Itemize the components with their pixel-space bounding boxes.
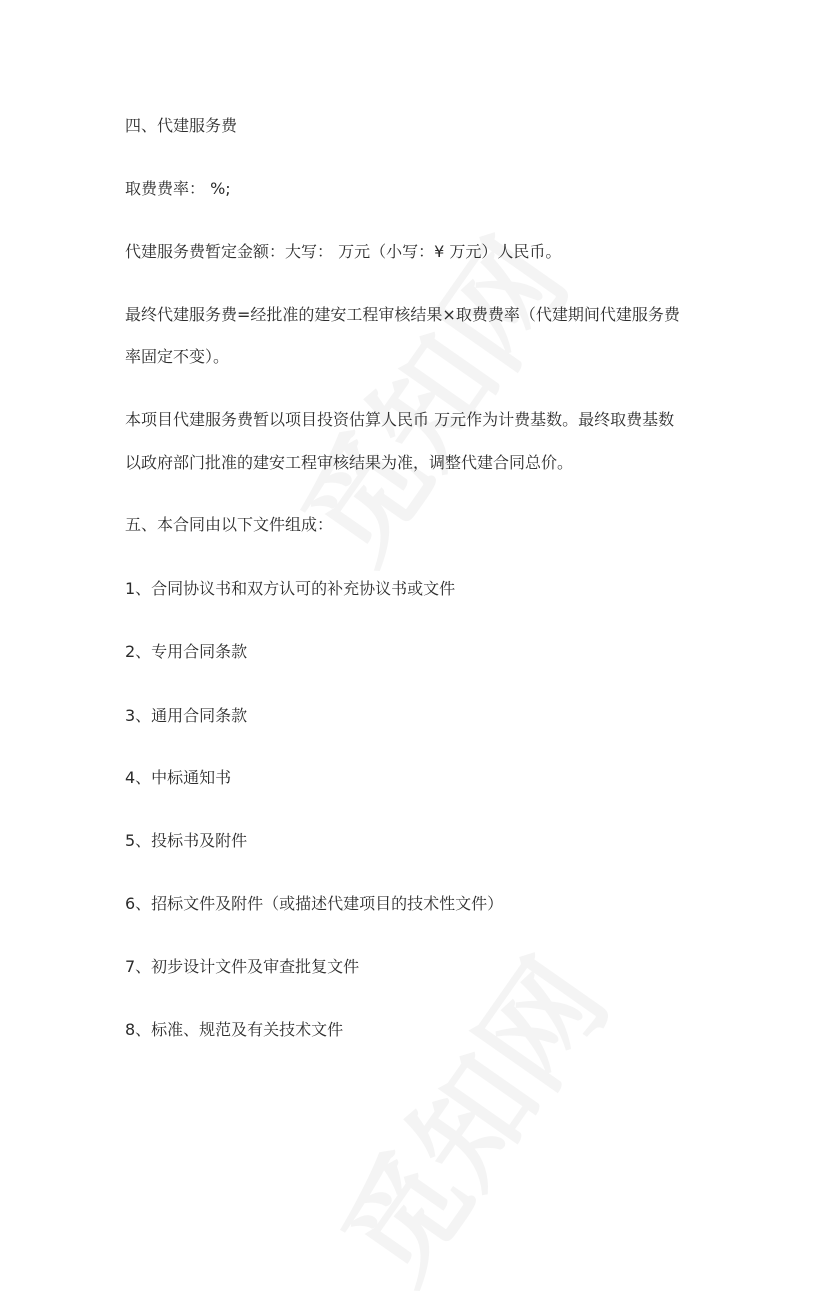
final-fee-line-2: 率固定不变）。 (125, 347, 230, 366)
document-list-item-2: 2、专用合同条款 (125, 642, 248, 661)
section-heading-fee: 四、代建服务费 (125, 116, 238, 135)
document-list-item-1: 1、合同协议书和双方认可的补充协议书或文件 (125, 579, 456, 598)
section-heading-documents: 五、本合同由以下文件组成： (125, 515, 334, 534)
document-list-item-6: 6、招标文件及附件（或描述代建项目的技术性文件） (125, 894, 504, 913)
fee-basis-line-1: 本项目代建服务费暂以项目投资估算人民币 万元作为计费基数。最终取费基数 (125, 410, 675, 429)
fee-basis-line-2: 以政府部门批准的建安工程审核结果为准，调整代建合同总价。 (125, 453, 574, 472)
fee-rate-line: 取费费率： %; (125, 179, 231, 198)
document-list-item-7: 7、初步设计文件及审查批复文件 (125, 957, 360, 976)
document-list-item-5: 5、投标书及附件 (125, 831, 248, 850)
final-fee-line-1: 最终代建服务费=经批准的建安工程审核结果×取费费率（代建期间代建服务费 (125, 305, 680, 324)
document-list-item-4: 4、中标通知书 (125, 768, 232, 787)
watermark-bottom (296, 921, 638, 1309)
document-list-item-3: 3、通用合同条款 (125, 706, 248, 725)
provisional-amount-line: 代建服务费暂定金额：大写： 万元（小写：¥ 万元）人民币。 (125, 242, 562, 261)
document-list-item-8: 8、标准、规范及有关技术文件 (125, 1020, 344, 1039)
